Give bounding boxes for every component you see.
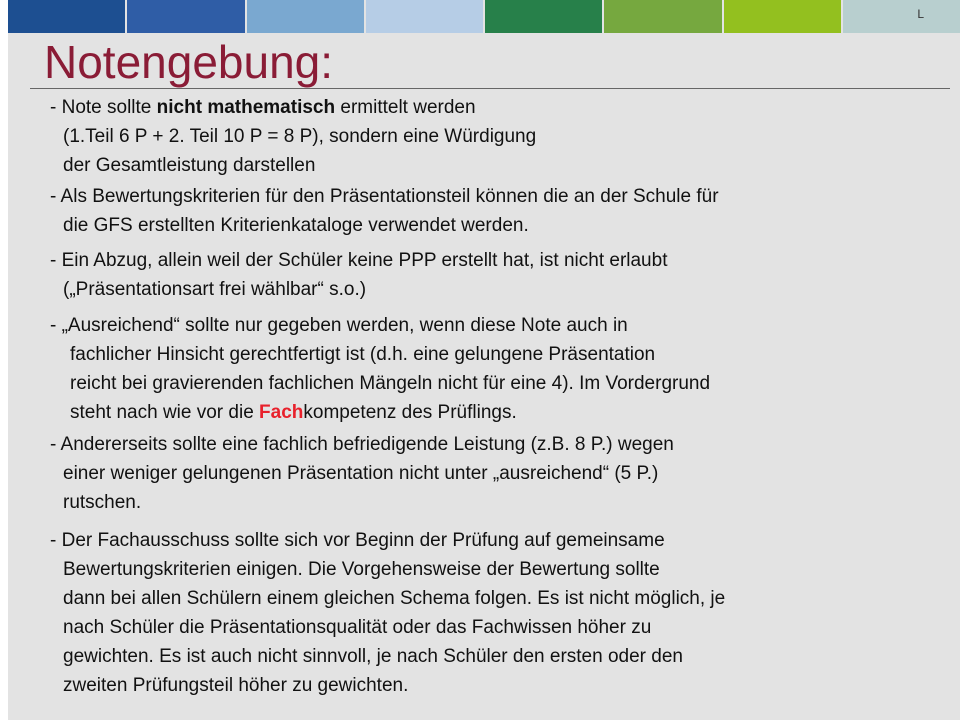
text-line: gewichten. Es ist auch nicht sinnvoll, je nach Schüler den ersten oder den: [63, 646, 683, 667]
header-color-stripe: [8, 0, 960, 33]
text-line: nach Schüler die Präsentationsqualität oder das Fachwissen höher zu: [63, 617, 652, 638]
text-line: - Andererseits sollte eine fachlich befriedigende Leistung (z.B. 8 P.) wegen: [50, 434, 674, 455]
text-line: - Ein Abzug, allein weil der Schüler keine PPP erstellt hat, ist nicht erlaubt: [50, 250, 668, 271]
stripe-segment: [127, 0, 244, 33]
text-line: [50, 398, 710, 427]
text-line: rutschen.: [63, 492, 142, 513]
text-line: [50, 93, 536, 122]
text-line: Bewertungskriterien einigen. Die Vorgehensweise der Bewertung sollte: [63, 559, 660, 580]
text-line: der Gesamtleistung darstellen: [63, 155, 316, 176]
stripe-segment: [724, 0, 841, 33]
stripe-segment: [843, 0, 960, 33]
text-line: reicht bei gravierenden fachlichen Mängeln nicht für eine 4). Im Vordergrund: [70, 373, 711, 394]
text-line: („Präsentationsart frei wählbar“ s.o.): [63, 279, 367, 300]
text-run: steht nach wie vor die: [70, 402, 260, 423]
text-run: - Note sollte: [50, 97, 157, 118]
corner-label: L: [917, 7, 924, 21]
text-line: (1.Teil 6 P + 2. Teil 10 P = 8 P), sondern eine Würdigung: [63, 126, 537, 147]
stripe-segment: [485, 0, 602, 33]
text-line: dann bei allen Schülern einem gleichen Schema folgen. Es ist nicht möglich, je: [63, 588, 726, 609]
slide-title: Notengebung:: [44, 36, 334, 88]
emphasis-text: nicht mathematisch: [156, 97, 336, 118]
paragraph-kriterien: [50, 182, 719, 240]
text-line: zweiten Prüfungsteil höher zu gewichten.: [63, 675, 409, 696]
text-run: kompetenz des Prüflings.: [303, 402, 517, 423]
text-run: ermittelt werden: [335, 97, 476, 118]
stripe-segment: [366, 0, 483, 33]
stripe-segment: [8, 0, 125, 33]
highlight-text: Fach: [259, 402, 304, 423]
paragraph-andererseits: [50, 430, 674, 517]
text-line: - Als Bewertungskriterien für den Präsentationsteil können die an der Schule für: [50, 186, 719, 207]
text-line: die GFS erstellten Kriterienkataloge verwendet werden.: [63, 215, 529, 236]
paragraph-ausreichend: [50, 311, 710, 427]
text-line: - Der Fachausschuss sollte sich vor Beginn der Prüfung auf gemeinsame: [50, 530, 665, 551]
paragraph-fachausschuss: [50, 526, 725, 700]
stripe-segment: [604, 0, 721, 33]
text-line: einer weniger gelungenen Präsentation nicht unter „ausreichend“ (5 P.): [63, 463, 659, 484]
text-line: fachlicher Hinsicht gerechtfertigt ist (d.h. eine gelungene Präsentation: [70, 344, 656, 365]
title-divider: [30, 88, 950, 89]
text-line: - „Ausreichend“ sollte nur gegeben werden, wenn diese Note auch in: [50, 315, 628, 336]
paragraph-mathematisch: [50, 93, 536, 180]
paragraph-abzug: [50, 246, 667, 304]
stripe-segment: [247, 0, 364, 33]
